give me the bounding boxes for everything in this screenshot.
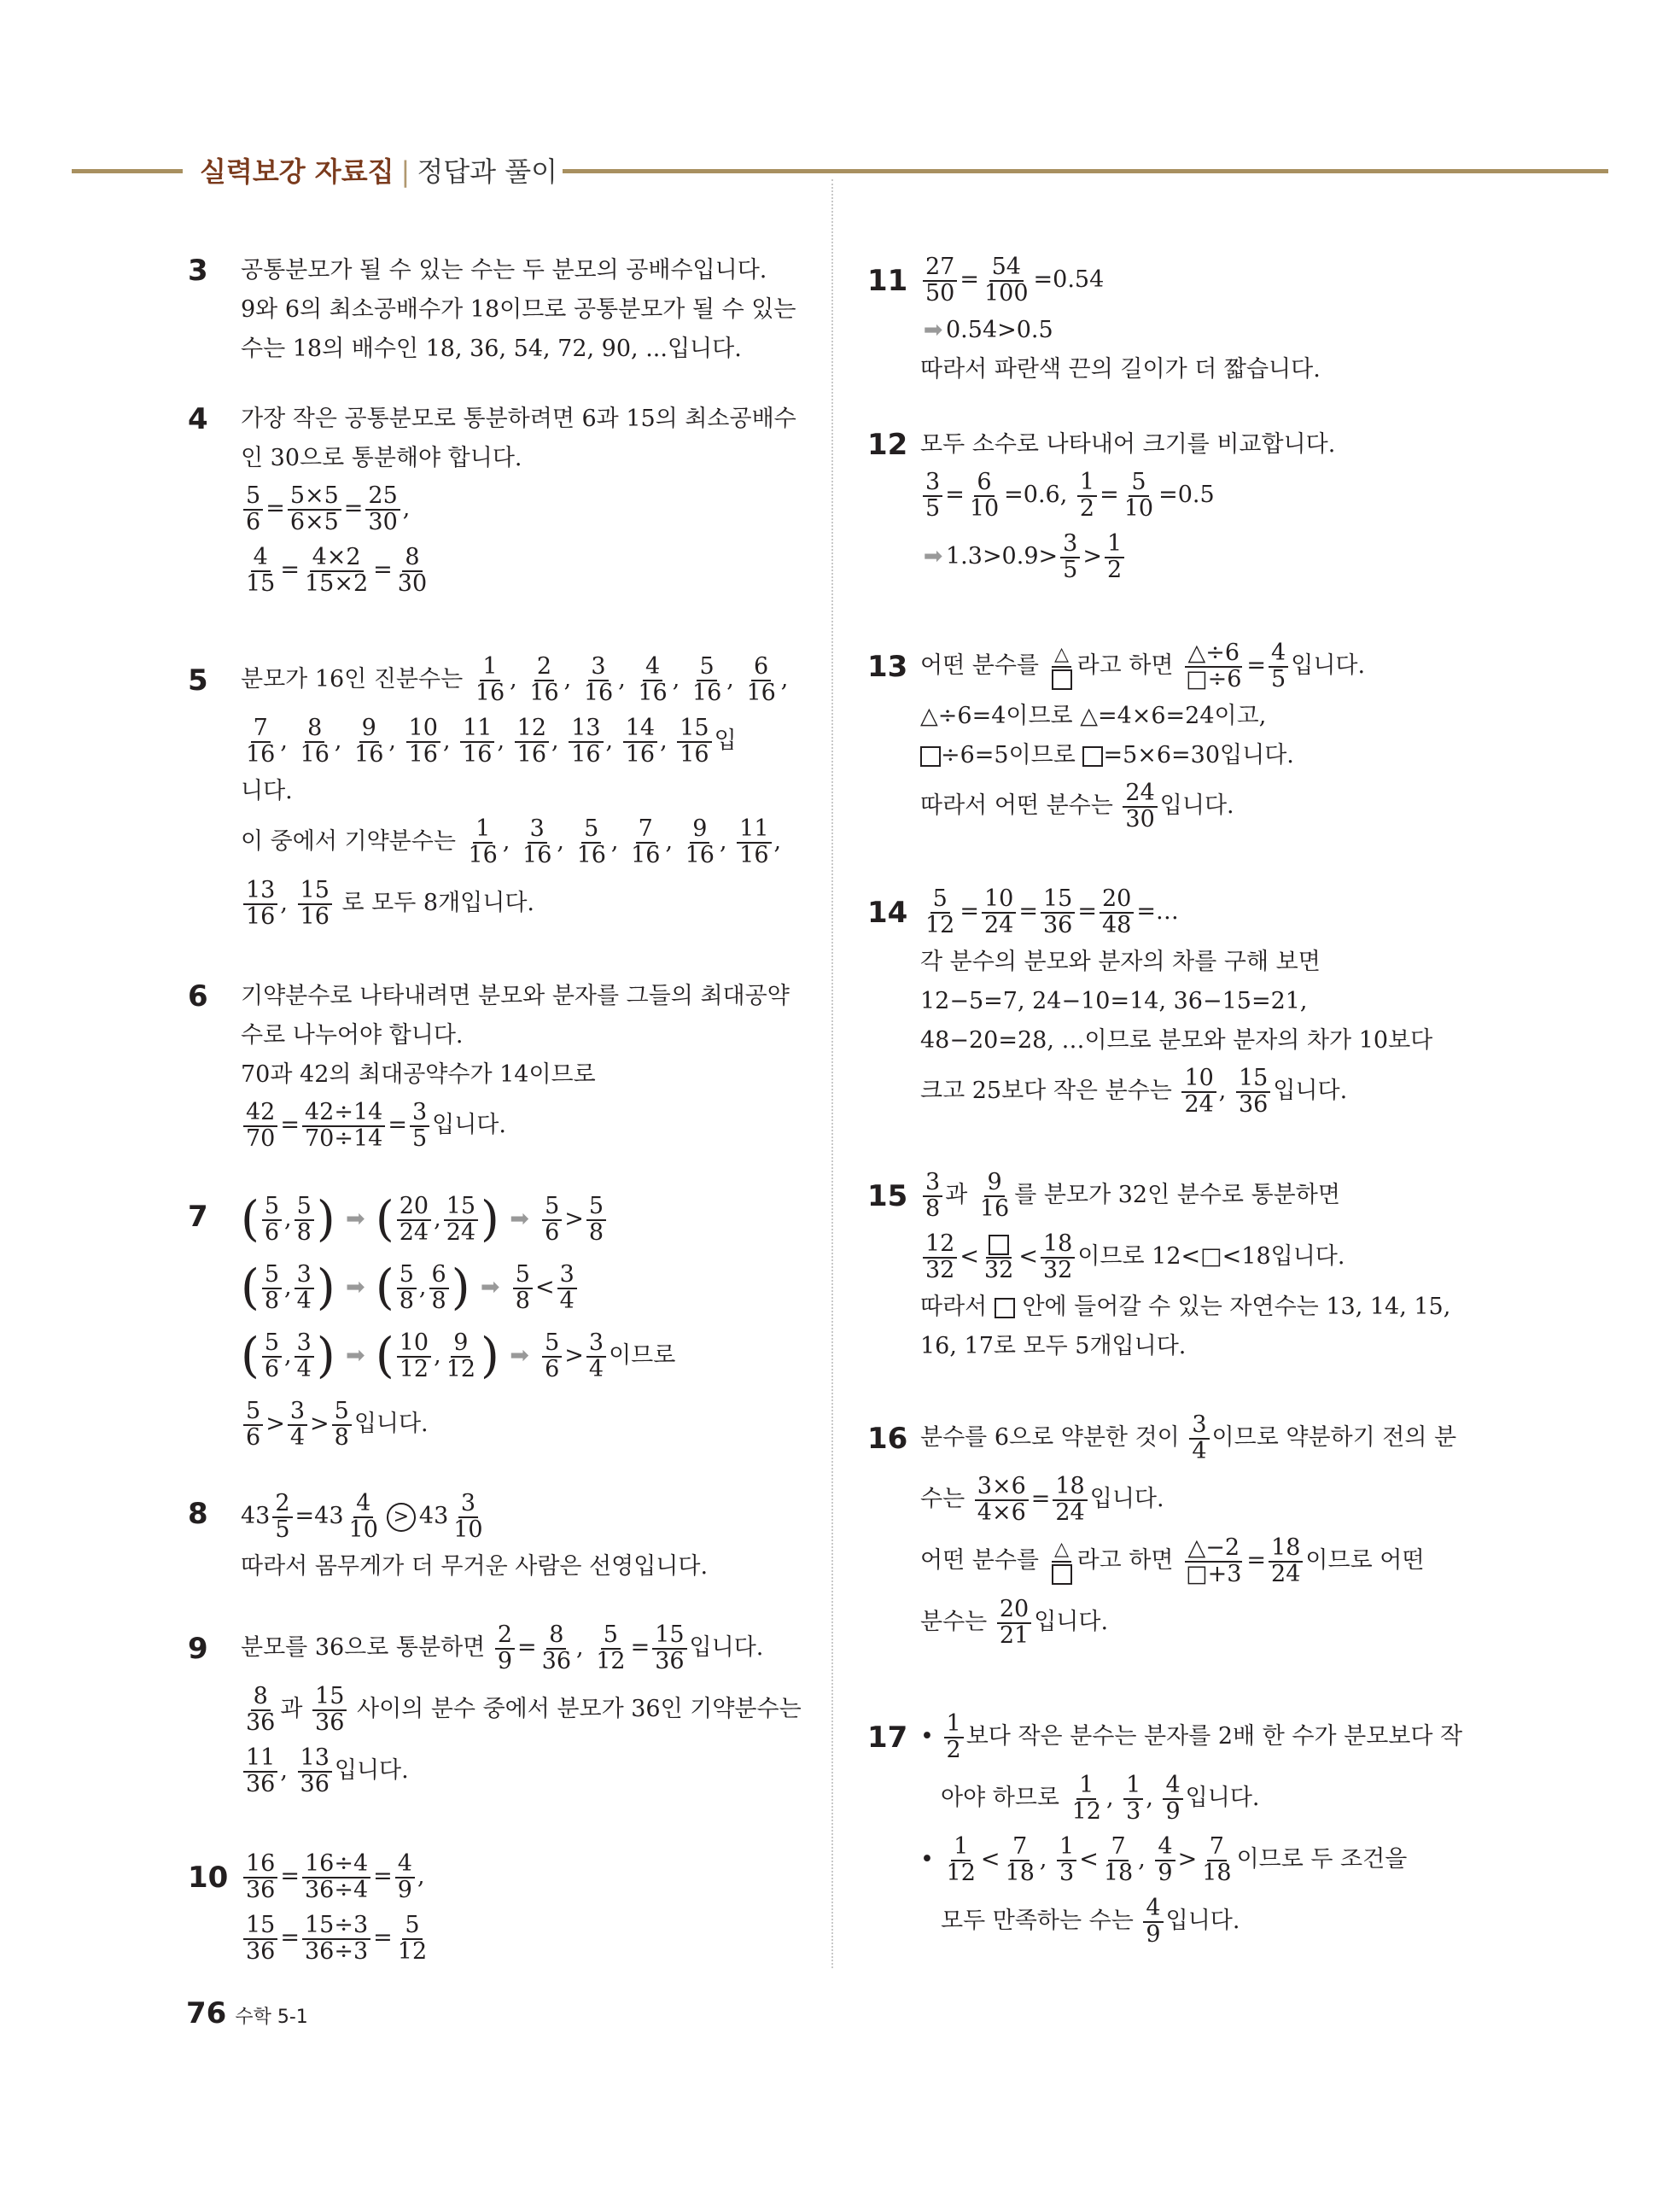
fraction: $\frac{10}{12}$ [397,1331,431,1382]
fraction: $\frac{7}{18}$ [1202,1833,1232,1886]
fraction: $\frac{3}{16}$ [522,815,552,868]
fraction: $\frac{2}{9}$ [495,1623,515,1674]
problem-number: 3 [188,254,208,288]
equation-line: 분수는 $\frac{20}{21}$ 입니다. [920,1596,1109,1649]
fraction: $\frac{3}{4}$ [295,1331,314,1382]
fraction [1049,641,1075,692]
fraction: $\frac{5}{12}$ [925,885,955,938]
equation-line: $\frac{5}{6}$ = $\frac{5\times 5}{6\times 5}$ = $\frac{25}{30}$ , [241,478,796,540]
fraction: $\frac{5}{6}$ [243,1399,263,1450]
fraction: $\frac{8}{16}$ [300,715,330,768]
fraction: $\frac{3}{4}$ [1189,1413,1209,1464]
equation-line: 분모를 36으로 통분하면 $\frac{2}{9}$ = $\frac{8}{36}$ , $\frac{5}{12}$ = $\frac{15}{36}$ 입니다. [241,1621,764,1674]
fraction: 32 [982,1232,1016,1282]
fraction: $\frac{25}{30}$ [365,484,400,535]
fraction: $\frac{15}{36}$ [652,1623,686,1674]
equation-line: ( $\frac{5}{8}$ , $\frac{3}{4}$ ) ➡ ( $\frac{5}{8}$ , $\frac{6}{8}$ ) ➡ $\frac{5}{8}$ < $\frac{3}{4}$ [241,1253,675,1322]
fraction: $\frac{5}{8}$ [586,1195,606,1245]
fraction: $\frac{20}{21}$ [997,1598,1031,1648]
equation-line: 따라서 어떤 분수는 $\frac{24}{30}$ 입니다. [920,780,1234,833]
column-divider [831,179,833,1968]
fraction: $\frac{15}{36}$ [1236,1066,1270,1117]
equation-line: $\frac{13}{16}$ , $\frac{15}{16}$ 로 모두 8개입니다. [241,873,788,934]
fraction: $\frac{4}{10}$ [348,1490,378,1543]
bullet: • [920,1846,934,1873]
equation-line: $\frac{5}{6}$ > $\frac{3}{4}$ > $\frac{5}{8}$ 입니다. [241,1390,675,1458]
equation-line: ➡ 1.3>0.9> $\frac{3}{5}$ > $\frac{1}{2}$ [920,526,1335,587]
equation-line: $\frac{3}{8}$ 과 $\frac{9}{16}$ 를 분모가 32인 분수로 통분하면 [920,1165,1450,1226]
text-line: 가장 작은 공통분모로 통분하려면 6과 15의 최소공배수 [241,406,796,432]
page-footer [186,1996,308,2030]
header-separator: | [400,155,411,188]
book-label: 수학 5-1 [235,2007,308,2028]
bullet: • [920,1723,934,1750]
fraction: $\frac{3}{8}$ [923,1171,942,1221]
equation-line: $\frac{12}{32}$ < 32 < $\frac{18}{32}$ 이므로 12<□<18입니다. [920,1226,1450,1288]
fraction: $\frac{3}{10}$ [453,1490,483,1543]
equation-line: $\frac{11}{36}$ , $\frac{13}{36}$ 입니다. [241,1740,802,1802]
blank-box [1082,746,1103,767]
problem-number: 15 [867,1179,908,1213]
equation-line: $\frac{7}{16}$ , $\frac{8}{16}$ , $\frac{9}{16}$ , $\frac{10}{16}$ , $\frac{11}{16}$ , $\frac{12}{16}$ , $\frac{13}{16}$ , $\frac{14}{16}$ , $\frac{15}{16}$ 입 [241,710,788,772]
fraction: $\frac{3}{4}$ [586,1331,606,1382]
fraction: $\frac{9}{16}$ [685,815,715,868]
equation-line: 아야 하므로 $\frac{1}{12}$ , $\frac{1}{3}$ , $\frac{4}{9}$ 입니다. [941,1772,1260,1825]
fraction: $\frac{6}{16}$ [746,653,776,706]
fraction: $\frac{4}{15}$ [246,544,276,597]
fraction: $\frac{27}{50}$ [923,255,957,306]
text-line: 16, 17로 모두 5개입니다. [920,1333,1187,1359]
problem-number: 12 [867,428,908,462]
problem-16 [867,1407,1457,1653]
equation-line: ( $\frac{5}{6}$ , $\frac{3}{4}$ ) ➡ ( $\frac{10}{12}$ , $\frac{9}{12}$ ) ➡ $\frac{5}{6}$ > $\frac{3}{4}$ 이므로 [241,1322,675,1390]
fraction: $\frac{1}{12}$ [946,1833,976,1886]
fraction: $\frac{42}{70}$ [243,1101,277,1151]
equation-line: ➡ 0.54>0.5 [920,311,1321,350]
blank-box [1052,1564,1072,1585]
fraction: $\frac{13}{16}$ [569,716,603,767]
fraction: $\frac{4}{16}$ [638,653,668,706]
equation-line: 수는 $\frac{3\times 6}{4\times 6}$ = $\frac{18}{24}$ 입니다. [920,1473,1164,1526]
fraction: $\frac{54}{100}$ [983,254,1029,307]
fraction: $\frac{3\times 6}{4\times 6}$ [975,1475,1029,1525]
equation-line: $\frac{5}{12}$ = $\frac{10}{24}$ = $\frac{15}{36}$ = $\frac{20}{48}$ =… [920,881,1432,943]
problem-number: 10 [188,1861,229,1895]
fraction: $\frac{7}{16}$ [246,715,276,768]
fraction: $\frac{7}{16}$ [631,815,661,868]
fraction: $\frac{10}{24}$ [1181,1066,1216,1117]
fraction: $\frac{\triangle-2}{□+3}$ [1186,1534,1242,1587]
arrow-right-icon: ➡ [923,317,943,343]
fraction: $\frac{5}{8}$ [397,1263,417,1313]
header-title [200,150,557,193]
arrow-right-icon: ➡ [510,1342,529,1369]
equation-line: 43 $\frac{2}{5}$ =43 $\frac{4}{10}$ > 43 $\frac{3}{10}$ [241,1486,708,1547]
equation-line: 어떤 분수를 △ 라고 하면 $\frac{\triangle-2}{□+3}$ = $\frac{18}{24}$ 이므로 어떤 [920,1534,1425,1587]
problem-17 [867,1706,1463,1952]
fraction: $\frac{20}{24}$ [397,1195,431,1245]
blank-box [989,1235,1009,1255]
fraction: $\frac{5}{12}$ [397,1912,428,1965]
problem-10 [188,1846,432,1969]
blank-box [1052,669,1072,690]
problem-5 [188,649,789,934]
fraction: $\frac{7}{18}$ [1005,1833,1035,1886]
equation-line: • $\frac{1}{12}$ < $\frac{7}{18}$ , $\frac{1}{3}$ < $\frac{7}{18}$ , $\frac{4}{9}$ > $\frac{7}{18}$ 이므로 두 조건을 [920,1833,1408,1886]
arrow-right-icon: ➡ [345,1274,365,1300]
fraction: $\frac{8}{36}$ [246,1683,276,1736]
problem-number: 13 [867,650,908,684]
fraction: $\frac{1}{16}$ [475,653,505,706]
equation-line: $\frac{8}{36}$ 과 $\frac{15}{36}$ 사이의 분수 중에서 분모가 36인 기약분수는 [241,1679,802,1740]
text-line: 인 30으로 통분해야 합니다. [241,445,522,471]
equation-line: 어떤 분수를 △ 라고 하면 $\frac{\triangle\div 6}{□\div 6}$ = $\frac{4}{5}$ 입니다. [920,640,1366,692]
triangle-icon: △ [1054,1539,1070,1561]
problem-9 [188,1617,802,1802]
equation-line: ( $\frac{5}{6}$ , $\frac{5}{8}$ ) ➡ ( $\frac{20}{24}$ , $\frac{15}{24}$ ) ➡ $\frac{5}{6}$ > $\frac{5}{8}$ [241,1185,675,1253]
fraction: $\frac{2}{5}$ [272,1492,292,1542]
fraction: $\frac{8}{30}$ [397,544,428,597]
fraction: $\frac{3}{5}$ [1060,532,1080,582]
equation-line: 모두 만족하는 수는 $\frac{4}{9}$ 입니다. [941,1895,1240,1948]
equation-line: $\frac{16}{36}$ = $\frac{16\div 4}{36\div 4}$ = $\frac{4}{9}$ , [241,1846,432,1908]
fraction: $\frac{5}{16}$ [576,815,606,868]
fraction: $\frac{9}{16}$ [979,1169,1010,1222]
text-line: 12−5=7, 24−10=14, 36−15=21, [920,988,1308,1014]
text-line: 기약분수로 나타내려면 분모와 분자를 그들의 최대공약 [241,983,790,1009]
text-line: 따라서 몸무게가 더 무거운 사람은 선영입니다. [241,1553,709,1580]
fraction: $\frac{15}{36}$ [312,1685,347,1735]
problem-number: 8 [188,1497,208,1531]
arrow-right-icon: ➡ [480,1274,500,1300]
fraction: $\frac{4}{5}$ [1269,641,1288,692]
problem-11 [867,249,1321,389]
header-title-main: 실력보강 자료집 [200,155,394,188]
problem-number: 11 [867,264,908,298]
problem-3 [188,251,796,369]
blank-box [920,746,941,767]
fraction: $\frac{1}{2}$ [1077,470,1097,521]
fraction: $\frac{6}{10}$ [969,469,1000,522]
equation-line: 이 중에서 기약분수는 $\frac{1}{16}$ , $\frac{3}{16}$ , $\frac{5}{16}$ , $\frac{7}{16}$ , $\frac{9}{16}$ , $\frac{11}{16}$ , [241,815,782,868]
fraction: $\frac{18}{32}$ [1041,1232,1075,1282]
fraction: $\frac{\triangle\div 6}{□\div 6}$ [1186,640,1242,692]
fraction: $\frac{5}{8}$ [262,1263,282,1313]
problem-7 [188,1185,676,1458]
problem-number: 17 [867,1721,908,1755]
problem-number: 9 [188,1632,208,1666]
problem-12 [867,425,1336,587]
blank-box [995,1298,1015,1318]
fraction: $\frac{5}{16}$ [691,653,722,706]
fraction: $\frac{4}{9}$ [1155,1835,1175,1885]
arrow-right-icon: ➡ [923,543,943,570]
fraction: $\frac{3}{5}$ [410,1101,429,1151]
equation-line: • $\frac{1}{2}$ 보다 작은 분수는 분자를 2배 한 수가 분모보다 작 [920,1710,1463,1763]
fraction: $\frac{13}{36}$ [298,1746,332,1797]
equation-line: $\frac{4}{15}$ = $\frac{4\times 2}{15\times 2}$ = $\frac{8}{30}$ [241,540,796,601]
fraction: $\frac{9}{16}$ [354,715,384,768]
fraction: $\frac{10}{24}$ [982,887,1016,938]
fraction: $\frac{15}{16}$ [677,716,711,767]
fraction: $\frac{4}{9}$ [1163,1773,1182,1824]
text-line: 48−20=28, …이므로 분모와 분자의 차가 10보다 [920,1027,1433,1054]
fraction: $\frac{5}{8}$ [513,1263,533,1313]
problem-8 [188,1486,709,1586]
equation-line: $\frac{42}{70}$ = $\frac{42\div 14}{70\div 14}$ = $\frac{3}{5}$ 입니다. [241,1095,790,1156]
fraction: $\frac{11}{36}$ [243,1746,277,1797]
fraction: $\frac{1}{16}$ [468,815,498,868]
fraction: $\frac{5\times 5}{6\times 5}$ [288,484,341,535]
fraction: $\frac{14}{16}$ [623,716,657,767]
page-number: 76 [186,1996,227,2030]
text-line: 수로 나누어야 합니다. [241,1022,464,1049]
text-line: 각 분수의 분모와 분자의 차를 구해 보면 [920,949,1321,975]
page-header [72,150,1608,193]
problem-14 [867,881,1433,1122]
fraction: $\frac{15}{36}$ [243,1913,277,1964]
fraction: $\frac{3}{5}$ [923,470,942,521]
text-line: 니다. [241,778,293,804]
fraction: $\frac{15\div 3}{36\div 3}$ [302,1913,370,1964]
fraction: $\frac{5}{10}$ [1123,469,1154,522]
equation-line: ÷6=5이므로 =5×6=30입니다. [920,736,1365,775]
fraction: $\frac{13}{16}$ [243,879,277,929]
equation-line: $\frac{15}{36}$ = $\frac{15\div 3}{36\div 3}$ = $\frac{5}{12}$ [241,1908,432,1969]
arrow-right-icon: ➡ [345,1206,365,1232]
fraction: $\frac{5}{8}$ [295,1195,314,1245]
text-line: 모두 소수로 나타내어 크기를 비교합니다. [920,431,1336,458]
equation-line: $\frac{3}{5}$ = $\frac{6}{10}$ =0.6, $\frac{1}{2}$ = $\frac{5}{10}$ =0.5 [920,464,1335,526]
text-line: △÷6=4이므로 △=4×6=24이고, [920,703,1267,729]
fraction: $\frac{1}{3}$ [1123,1773,1143,1824]
fraction: $\frac{1}{3}$ [1057,1835,1076,1885]
fraction: $\frac{5}{6}$ [542,1331,562,1382]
problem-6 [188,977,790,1156]
fraction: $\frac{11}{16}$ [737,817,771,868]
fraction: $\frac{12}{32}$ [923,1232,957,1282]
text-line: 따라서 파란색 끈의 길이가 더 짧습니다. [920,356,1321,383]
fraction: $\frac{7}{18}$ [1103,1833,1134,1886]
header-rule-left [72,169,183,173]
problem-number: 4 [188,402,208,436]
problem-number: 5 [188,663,208,698]
fraction: $\frac{9}{12}$ [446,1329,476,1382]
problem-4 [188,400,796,601]
problem-13 [867,635,1366,837]
text-line: 공통분모가 될 수 있는 수는 두 분모의 공배수입니다. [241,257,767,283]
fraction: $\frac{16}{36}$ [243,1852,277,1902]
equation-line: 분모가 16인 진분수는 $\frac{1}{16}$ , $\frac{2}{16}$ , $\frac{3}{16}$ , $\frac{4}{16}$ , $\frac{5}{16}$ , $\frac{6}{16}$ , [241,653,789,706]
fraction: $\frac{5}{6}$ [542,1195,562,1245]
fraction: $\frac{24}{30}$ [1123,781,1157,832]
fraction: $\frac{3}{16}$ [583,653,614,706]
problem-number: 7 [188,1200,208,1234]
header-title-sub: 정답과 풀이 [417,155,558,188]
problem-number: 16 [867,1422,908,1456]
text-line: 70과 42의 최대공약수가 14이므로 [241,1061,596,1088]
text-line: 수는 18의 배수인 18, 36, 54, 72, 90, ...입니다. [241,336,742,362]
fraction: $\frac{4\times 2}{15\times 2}$ [304,544,369,597]
problem-15 [867,1165,1451,1366]
arrow-right-icon: ➡ [345,1342,365,1369]
fraction: $\frac{2}{16}$ [529,653,559,706]
fraction: $\frac{3}{4}$ [557,1263,577,1313]
fraction: $\frac{5}{6}$ [262,1195,282,1245]
fraction: $\frac{8}{36}$ [541,1621,572,1674]
fraction: $\frac{42\div 14}{70\div 14}$ [302,1101,385,1151]
fraction: $\frac{15}{16}$ [298,879,332,929]
fraction: $\frac{5}{6}$ [262,1331,282,1382]
fraction: $\frac{15}{24}$ [444,1195,478,1245]
fraction: $\frac{6}{8}$ [429,1263,449,1313]
fraction: $\frac{16\div 4}{36\div 4}$ [302,1852,370,1902]
equation-line: 분수를 6으로 약분한 것이 $\frac{3}{4}$ 이므로 약분하기 전의 분 [920,1411,1457,1464]
header-rule-right [563,169,1608,173]
fraction: $\frac{1}{2}$ [944,1712,964,1762]
fraction: $\frac{3}{4}$ [295,1263,314,1313]
fraction: $\frac{1}{2}$ [1105,532,1124,582]
circled-comparison: > [387,1503,416,1532]
fraction: $\frac{4}{9}$ [1143,1896,1163,1947]
fraction: $\frac{12}{16}$ [515,716,549,767]
fraction: $\frac{4}{9}$ [395,1852,415,1902]
fraction: $\frac{3}{4}$ [288,1399,307,1450]
fraction: $\frac{1}{12}$ [1071,1772,1101,1825]
fraction [1049,1536,1075,1586]
equation-line: 따라서 안에 들어갈 수 있는 자연수는 13, 14, 15, [920,1294,1451,1320]
fraction: $\frac{15}{36}$ [1041,887,1075,938]
fraction: $\frac{11}{16}$ [460,716,494,767]
fraction: $\frac{5}{6}$ [243,484,263,535]
fraction: $\frac{5}{8}$ [332,1399,352,1450]
triangle-icon: △ [1054,644,1070,666]
fraction: $\frac{18}{24}$ [1269,1536,1303,1586]
problem-number: 14 [867,896,908,930]
problem-number: 6 [188,979,208,1014]
fraction: $\frac{10}{16}$ [406,716,440,767]
arrow-right-icon: ➡ [510,1206,529,1232]
fraction: $\frac{18}{24}$ [1053,1475,1087,1525]
equation-line: 크고 25보다 작은 분수는 $\frac{10}{24}$ , $\frac{15}{36}$ 입니다. [920,1065,1348,1118]
text-line: 9와 6의 최소공배수가 18이므로 공통분모가 될 수 있는 [241,296,796,323]
fraction: $\frac{20}{48}$ [1100,887,1134,938]
fraction: $\frac{5}{12}$ [596,1621,626,1674]
equation-line: $\frac{27}{50}$ = $\frac{54}{100}$ =0.54 [920,249,1321,311]
